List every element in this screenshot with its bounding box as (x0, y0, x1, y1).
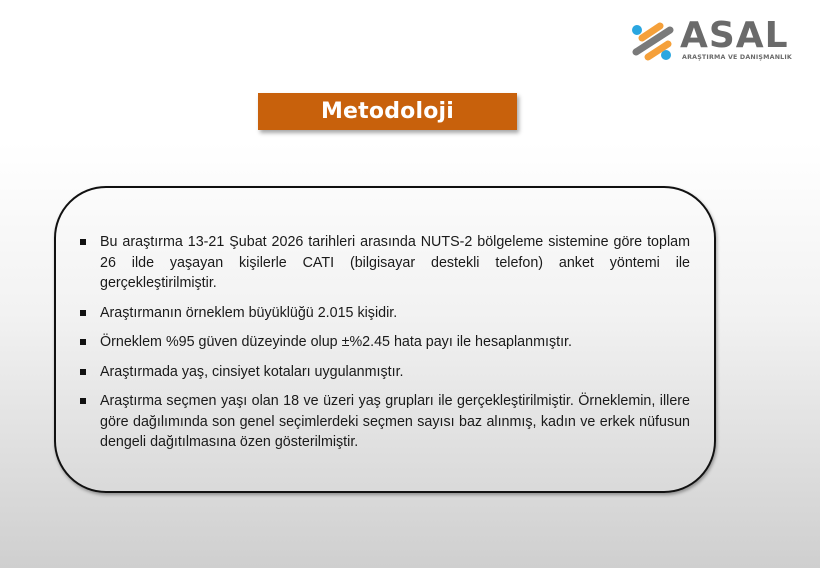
bullet-item (80, 362, 690, 383)
bullet-text: Araştırma seçmen yaşı olan 18 ve üzeri yaş grupları ile gerçekleştirilmiştir. Örneklemin, illere göre dağılımında son genel seçimlerdeki seçmen sayısı baz alınmış, kadın ve erkek nüfusun dengeli dağıtılmasına özen gösterilmiştir. (100, 393, 690, 450)
square-bullet-icon (80, 398, 86, 404)
logo-tagline: ARAŞTIRMA VE DANIŞMANLIK (682, 54, 793, 61)
bullet-item (80, 232, 690, 294)
square-bullet-icon (80, 239, 86, 245)
methodology-bullet-list (80, 232, 690, 462)
square-bullet-icon (80, 369, 86, 375)
page-title: Metodoloji (320, 99, 455, 124)
bullet-text: Araştırmada yaş, cinsiyet kotaları uygulanmıştır. (100, 363, 404, 380)
bullet-item (80, 391, 690, 453)
bullet-text: Örneklem %95 güven düzeyinde olup ±%2.45 hata payı ile hesaplanmıştır. (100, 334, 572, 350)
logo-brand-text: ASAL (680, 15, 789, 56)
bullet-item (80, 303, 690, 324)
square-bullet-icon (80, 339, 86, 345)
company-logo (630, 15, 793, 66)
bullet-item (80, 332, 690, 353)
bullet-text: Bu araştırma 13-21 Şubat 2026 tarihleri arasında NUTS-2 bölgeleme sistemine göre toplam 26 ilde yaşayan kişilerle CATI (bilgisayar destekli telefon) anket yöntemi ile gerçekleştirilmiştir. (100, 234, 690, 291)
page-title-banner (258, 93, 517, 130)
square-bullet-icon (80, 310, 86, 316)
asal-logo-mark-icon (630, 22, 678, 62)
bullet-text: Araştırmanın örneklem büyüklüğü 2.015 kişidir. (100, 304, 398, 321)
